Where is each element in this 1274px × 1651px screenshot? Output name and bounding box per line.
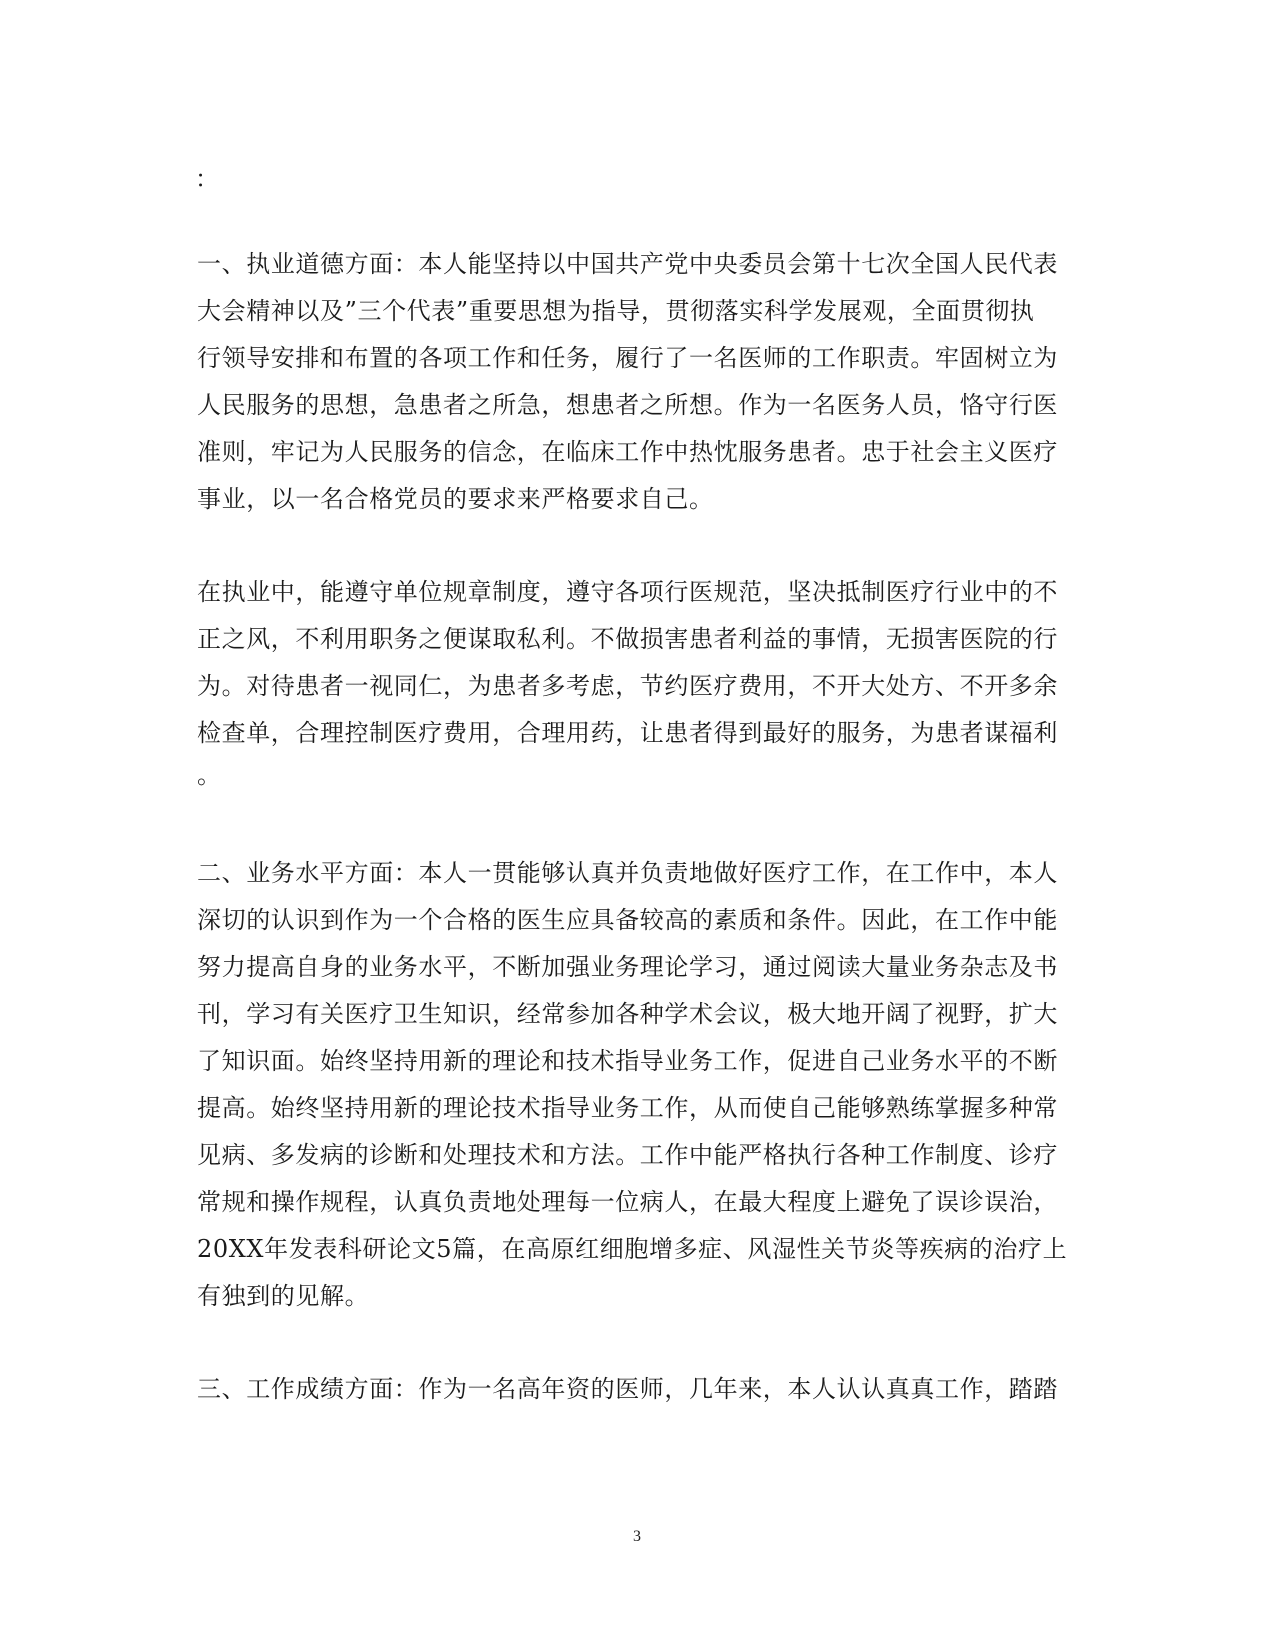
paragraph-line: 常规和操作规程，认真负责地处理每一位病人，在最大程度上避免了误诊误治，: [197, 1188, 1058, 1216]
header-mark: ：: [195, 165, 219, 193]
paragraph-line: 行领导安排和布置的各项工作和任务，履行了一名医师的工作职责。牢固树立为: [197, 344, 1058, 372]
paragraph-line: 在执业中，能遵守单位规章制度，遵守各项行医规范，坚决抵制医疗行业中的不: [197, 578, 1058, 606]
paragraph-line: 刊，学习有关医疗卫生知识，经常参加各种学术会议，极大地开阔了视野，扩大: [197, 1000, 1058, 1028]
paragraph-line: 大会精神以及”三个代表”重要思想为指导，贯彻落实科学发展观，全面贯彻执: [197, 297, 1035, 325]
paragraph-line: 准则，牢记为人民服务的信念，在临床工作中热忱服务患者。忠于社会主义医疗: [197, 438, 1058, 466]
paragraph-line: 正之风，不利用职务之便谋取私利。不做损害患者利益的事情，无损害医院的行: [197, 625, 1058, 653]
paragraph-line: 一、执业道德方面：本人能坚持以中国共产党中央委员会第十七次全国人民代表: [197, 250, 1058, 278]
paragraph-line: 事业，以一名合格党员的要求来严格要求自己。: [197, 485, 714, 513]
paragraph-line: 。: [197, 761, 222, 789]
paragraph-line: 三、工作成绩方面：作为一名高年资的医师，几年来，本人认认真真工作，踏踏: [197, 1375, 1058, 1403]
paragraph-line: 见病、多发病的诊断和处理技术和方法。工作中能严格执行各种工作制度、诊疗: [197, 1141, 1058, 1169]
paragraph-line: 努力提高自身的业务水平，不断加强业务理论学习，通过阅读大量业务杂志及书: [197, 953, 1058, 981]
page-number: 3: [633, 1528, 641, 1545]
paragraph-line: 检查单，合理控制医疗费用，合理用药，让患者得到最好的服务，为患者谋福利: [197, 719, 1058, 747]
paragraph-line: 20XX年发表科研论文5篇，在高原红细胞增多症、风湿性关节炎等疾病的治疗上: [197, 1235, 1068, 1263]
paragraph-line: 了知识面。始终坚持用新的理论和技术指导业务工作，促进自己业务水平的不断: [197, 1047, 1058, 1075]
paragraph-line: 人民服务的思想，急患者之所急，想患者之所想。作为一名医务人员，恪守行医: [197, 391, 1058, 419]
paragraph-line: 为。对待患者一视同仁，为患者多考虑，节约医疗费用，不开大处方、不开多余: [197, 672, 1058, 700]
paragraph-line: 提高。始终坚持用新的理论技术指导业务工作，从而使自己能够熟练掌握多种常: [197, 1094, 1058, 1122]
paragraph-line: 有独到的见解。: [197, 1282, 370, 1310]
paragraph-line: 深切的认识到作为一个合格的医生应具备较高的素质和条件。因此，在工作中能: [197, 906, 1058, 934]
paragraph-line: 二、业务水平方面：本人一贯能够认真并负责地做好医疗工作，在工作中，本人: [197, 859, 1058, 887]
